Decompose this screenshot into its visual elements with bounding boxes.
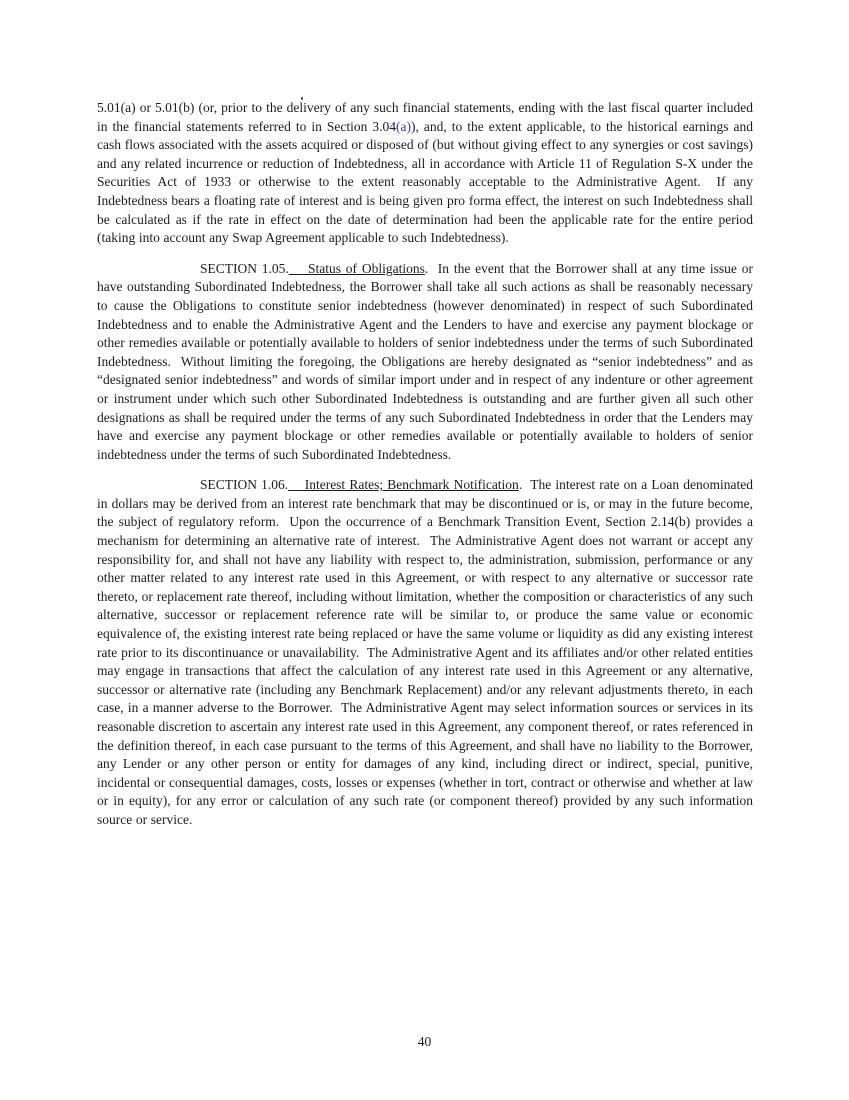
paragraph-section-1-05 <box>97 260 753 465</box>
body-text: ), and, to the extent applicable, to the historical earnings and cash flows associated with the assets acquired or disposed of (but without giving effect to any synergies or cost savings) and any related incurrence or reduction of Indebtedness, all in accordance with Article 11 of Regulation S-X under the Securities Act of 1933 or otherwise to the extent reasonably acceptable to the Administrative Agent. If any Indebtedness bears a floating rate of interest and is being given pro forma effect, the interest on such Indebtedness shall be calculated as if the rate in effect on the date of determination had been the applicable rate for the entire period (taking into account any Swap Agreement applicable to such Indebtedness). <box>97 118 753 246</box>
page-body <box>97 99 753 842</box>
body-text: . In the event that the Borrower shall at any time issue or have outstanding Subordinated Indebtedness, the Borrower shall take all such actions as shall be reasonably necessary to cause the Obligations to constitute senior indebtedness (however denominated) in respect of such Subordinated Indebtedness and to enable the Administrative Agent and the Lenders to have and exercise any payment blockage or other remedies available or potentially available to holders of senior indebtedness under the terms of such Subordinated Indebtedness. Without limiting the foregoing, the Obligations are hereby designated as “senior indebtedness” and as “designated senior indebtedness” and words of similar import under and in respect of any indenture or other agreement or instrument under which such other Subordinated Indebtedness is outstanding and are further given all such other designations as shall be required under the terms of any such Subordinated Indebtedness in order that the Lenders may have and exercise any payment blockage or other remedies available or potentially available to holders of senior indebtedness under the terms of such Subordinated Indebtedness. <box>97 260 753 462</box>
body-text: SECTION 1.06. <box>200 477 289 493</box>
paragraph-continuation <box>97 99 753 248</box>
section-heading: Interest Rates; Benchmark Notification <box>288 477 519 493</box>
body-text: SECTION 1.05. <box>200 260 289 276</box>
body-text: . The interest rate on a Loan denominated in dollars may be derived from an interest rate benchmark that may be discontinued or is, or may in the future become, the subject of regulatory reform. Upon the occurrence of a Benchmark Transition Event, Section 2.14(b) provides a mechanism for determining an alternative rate of interest. The Administrative Agent does not warrant or accept any responsibility for, and shall not have any liability with respect to, the administration, submission, performance or any other matter related to any interest rate used in this Agreement, or with respect to any alternative or successor rate thereto, or replacement rate thereof, including without limitation, whether the composition or characteristics of any such alternative, successor or replacement reference rate will be similar to, or produce the same value or economic equivalence of, the existing interest rate being replaced or have the same volume or liquidity as did any existing interest rate prior to its discontinuance or unavailability. The Administrative Agent and its affiliates and/or other related entities may engage in transactions that affect the calculation of any interest rate used in this Agreement or any alternative, successor or alternative rate (including any Benchmark Replacement) and/or any relevant adjustments thereto, in each case, in a manner adverse to the Borrower. The Administrative Agent may select information sources or services in its reasonable discretion to ascertain any interest rate used in this Agreement, any component thereof, or rates referenced in the definition thereof, in each case pursuant to the terms of this Agreement, and shall have no liability to the Borrower, any Lender or any other person or entity for damages of any kind, including direct or indirect, special, punitive, incidental or consequential damages, costs, losses or expenses (whether in tort, contract or otherwise and whether at law or in equity), for any error or calculation of any such rate (or component thereof) provided by any such information source or service. <box>97 477 753 827</box>
section-reference-link[interactable]: (a) <box>396 118 411 134</box>
body-text: 5.01(a) or 5.01(b) (or, prior to the delivery of any such financial statements, ending with the last fiscal quarter included in the financial statements referred to in Section 3.04 <box>97 100 753 134</box>
paragraph-section-1-06 <box>97 476 753 829</box>
page-number: 40 <box>417 1034 432 1049</box>
section-heading: Status of Obligations <box>288 260 425 276</box>
